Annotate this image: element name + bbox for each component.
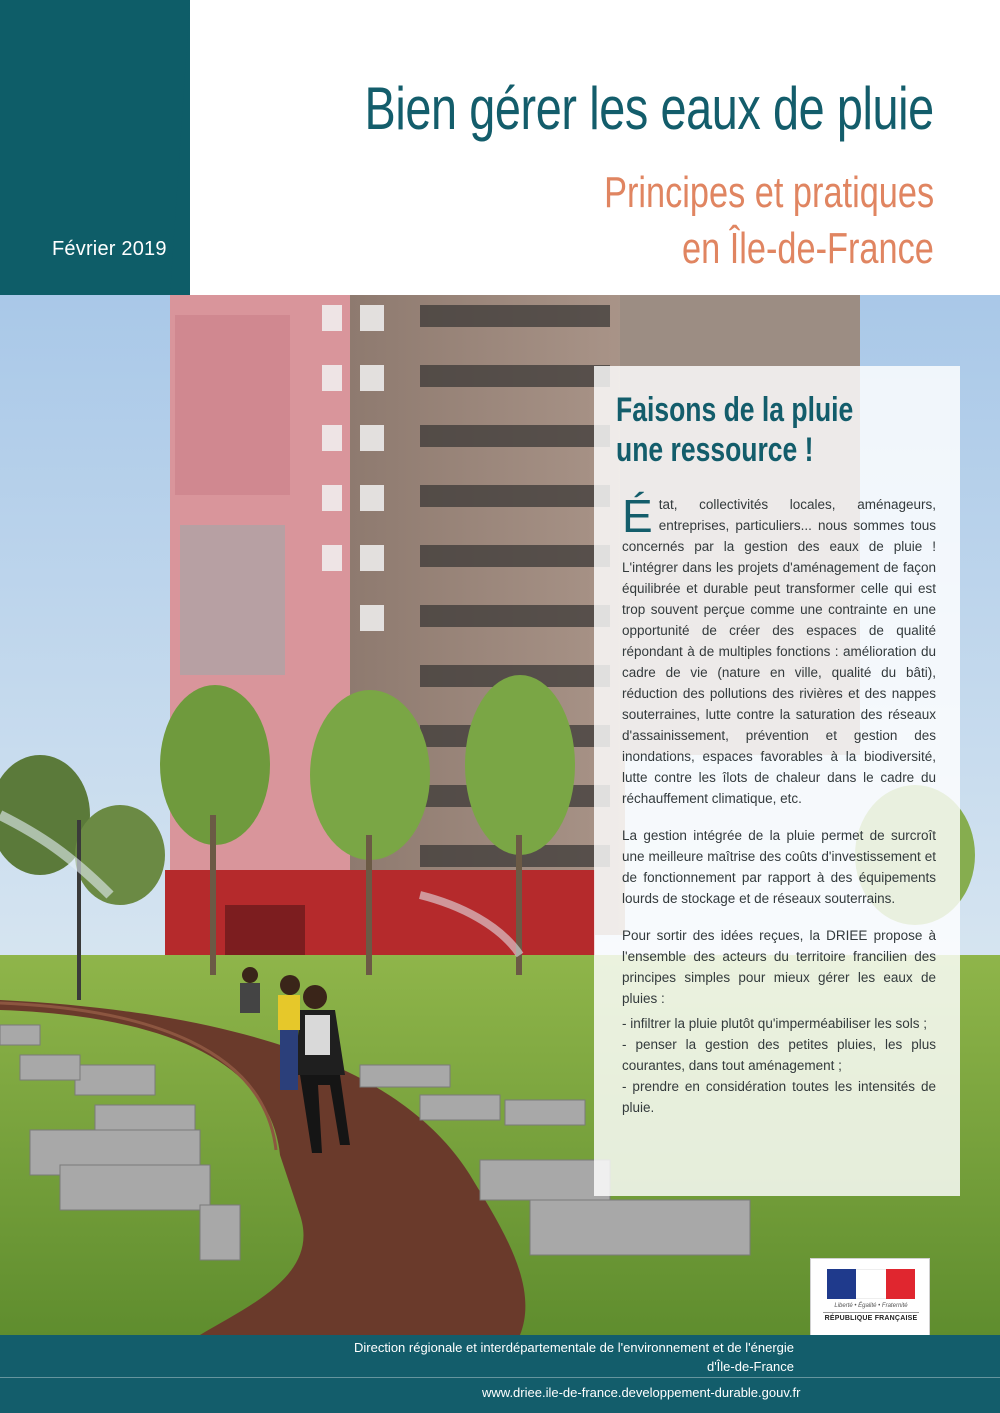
intro-paragraph-text: tat, collectivités locales, aménageurs, entreprises, particuliers... nous sommes tous concernés par la gestion des eaux de pluie ! L'intégrer dans les projets d'aménagement de façon équilibrée et durable peut transformer celle qui est trop souvent perçue comme une contrainte en une opportunité de créer des espaces de qualité répondant à de multiples fonctions : amélioration du cadre de vie (nature en ville, qualité du bâti), réduction des pollutions des rivières et des nappes souterraines, lutte contre la saturation des réseaux d'assainissement, prévention et gestion des inondations, espaces favorables à la biodiversité, lutte contre les îlots de chaleur dans le cadre du réchauffement climatique, etc.: [622, 497, 936, 806]
header: [0, 0, 1000, 295]
principle-item: - prendre en considération toutes les intensités de pluie.: [622, 1079, 936, 1115]
subtitle-line-1: Principes et pratiques: [603, 168, 934, 217]
third-paragraph: Pour sortir des idées reçues, la DRIEE propose à l'ensemble des acteurs du territoire francilien des principes simples pour mieux gérer les eaux de pluies :: [622, 928, 936, 1006]
panel-heading: [616, 390, 853, 470]
subtitle-line-2: en Île-de-France: [682, 224, 934, 273]
intro-text-panel: [594, 366, 960, 1196]
logo-republique: RÉPUBLIQUE FRANÇAISE: [823, 1312, 919, 1322]
second-paragraph: La gestion intégrée de la pluie permet de surcroît une meilleure maîtrise des coûts d'investissement et de fonctionnement par rapport à des équipements lourds de stockage et de réseaux souterrains.: [622, 828, 936, 906]
marianne-flag-icon: [827, 1269, 915, 1299]
principle-item: - penser la gestion des petites pluies, les plus courantes, dans tout aménagement ;: [622, 1037, 936, 1073]
panel-heading-line-1: Faisons de la pluie: [616, 391, 854, 429]
footer: [0, 1335, 1000, 1413]
document-title: Bien gérer les eaux de pluie: [364, 75, 934, 142]
footer-org-line-1: Direction régionale et interdépartementale de l'environnement et de l'énergie: [353, 1340, 794, 1355]
logo-motto: Liberté • Égalité • Fraternité: [834, 1303, 908, 1309]
publication-date: Février 2019: [52, 238, 167, 260]
principle-item: - infiltrer la pluie plutôt qu'imperméabiliser les sols ;: [622, 1016, 927, 1031]
footer-divider: [0, 1377, 1000, 1378]
drop-cap: É: [622, 490, 653, 542]
panel-body: [622, 490, 936, 1118]
footer-org-line-2: d'Île-de-France: [706, 1359, 794, 1374]
panel-heading-line-2: une ressource !: [616, 431, 814, 469]
intro-paragraph: [622, 490, 936, 809]
footer-url-link[interactable]: www.driee.ile-de-france.developpement-durable.gouv.fr: [482, 1385, 801, 1400]
